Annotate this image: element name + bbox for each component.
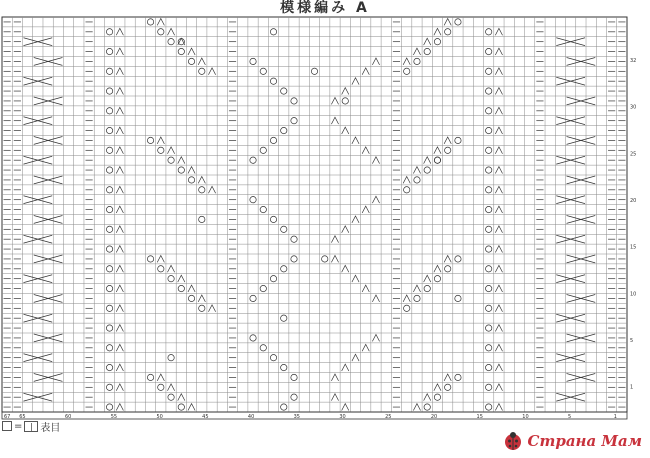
yarn-over-symbol	[178, 285, 184, 291]
yarn-over-symbol	[147, 137, 153, 143]
watermark-text: Страна Мам	[527, 432, 642, 450]
yarn-over-symbol	[434, 157, 440, 163]
decrease-symbol	[444, 255, 451, 262]
column-number-label: 67	[4, 414, 11, 420]
yarn-over-symbol	[434, 394, 440, 400]
row-number-label: 25	[630, 151, 637, 158]
decrease-symbol	[116, 28, 123, 35]
yarn-over-symbol	[188, 295, 194, 301]
yarn-over-symbol	[486, 285, 492, 291]
column-number-label: 15	[476, 414, 483, 420]
yarn-over-symbol	[291, 98, 297, 104]
yarn-over-symbol	[168, 355, 174, 361]
legend-empty-cell	[2, 421, 12, 431]
decrease-symbol	[495, 384, 502, 391]
decrease-symbol	[167, 384, 174, 391]
yarn-over-symbol	[158, 266, 164, 272]
decrease-symbol	[424, 275, 431, 282]
decrease-symbol	[167, 265, 174, 272]
yarn-over-symbol	[178, 167, 184, 173]
decrease-symbol	[495, 167, 502, 174]
decrease-symbol	[434, 147, 441, 154]
yarn-over-symbol	[199, 305, 205, 311]
yarn-over-symbol	[106, 305, 112, 311]
yarn-over-symbol	[270, 29, 276, 35]
decrease-symbol	[116, 265, 123, 272]
decrease-symbol	[342, 364, 349, 371]
yarn-over-symbol	[486, 127, 492, 133]
decrease-symbol	[352, 275, 359, 282]
column-number-label: 1	[613, 414, 617, 420]
decrease-symbol	[362, 285, 369, 292]
decrease-symbol	[495, 127, 502, 134]
decrease-symbol	[208, 186, 215, 193]
watermark	[502, 430, 642, 452]
decrease-symbol	[434, 28, 441, 35]
decrease-symbol	[331, 374, 338, 381]
decrease-symbol	[116, 246, 123, 253]
yarn-over-symbol	[260, 206, 266, 212]
yarn-over-symbol	[414, 58, 420, 64]
yarn-over-symbol	[486, 108, 492, 114]
decrease-symbol	[188, 404, 195, 411]
yarn-over-symbol	[404, 305, 410, 311]
decrease-symbol	[444, 18, 451, 25]
decrease-symbol	[413, 48, 420, 55]
yarn-over-symbol	[270, 276, 276, 282]
decrease-symbol	[372, 334, 379, 341]
yarn-over-symbol	[291, 374, 297, 380]
decrease-symbol	[167, 147, 174, 154]
decrease-symbol	[178, 275, 185, 282]
yarn-over-symbol	[455, 256, 461, 262]
decrease-symbol	[495, 206, 502, 213]
column-number-label: 30	[339, 414, 346, 420]
yarn-over-symbol	[147, 19, 153, 25]
yarn-over-symbol	[106, 266, 112, 272]
column-number-label: 10	[522, 414, 529, 420]
decrease-symbol	[362, 147, 369, 154]
yarn-over-symbol	[486, 325, 492, 331]
decrease-symbol	[198, 295, 205, 302]
decrease-symbol	[342, 226, 349, 233]
yarn-over-symbol	[486, 226, 492, 232]
decrease-symbol	[178, 394, 185, 401]
yarn-over-symbol	[158, 147, 164, 153]
decrease-symbol	[331, 97, 338, 104]
decrease-symbol	[403, 176, 410, 183]
yarn-over-symbol	[424, 167, 430, 173]
yarn-over-symbol	[260, 147, 266, 153]
yarn-over-symbol	[414, 177, 420, 183]
decrease-symbol	[495, 246, 502, 253]
yarn-over-symbol	[106, 404, 112, 410]
yarn-over-symbol	[199, 187, 205, 193]
column-number-label: 40	[247, 414, 255, 420]
decrease-symbol	[331, 236, 338, 243]
yarn-over-symbol	[270, 355, 276, 361]
yarn-over-symbol	[199, 68, 205, 74]
yarn-over-symbol	[260, 68, 266, 74]
yarn-over-symbol	[106, 147, 112, 153]
yarn-over-symbol	[158, 29, 164, 35]
decrease-symbol	[403, 295, 410, 302]
yarn-over-symbol	[106, 246, 112, 252]
decrease-symbol	[352, 354, 359, 361]
row-number-label: 20	[630, 198, 637, 204]
yarn-over-symbol	[322, 256, 328, 262]
yarn-over-symbol	[106, 68, 112, 74]
yarn-over-symbol	[188, 177, 194, 183]
yarn-over-symbol	[281, 315, 287, 321]
yarn-over-symbol	[291, 118, 297, 124]
yarn-over-symbol	[455, 374, 461, 380]
decrease-symbol	[116, 48, 123, 55]
decrease-symbol	[372, 157, 379, 164]
decrease-symbol	[444, 374, 451, 381]
yarn-over-symbol	[445, 147, 451, 153]
decrease-symbol	[495, 364, 502, 371]
decrease-symbol	[372, 196, 379, 203]
column-number-label: 25	[385, 414, 392, 420]
column-number-label: 45	[202, 414, 209, 420]
yarn-over-symbol	[106, 226, 112, 232]
decrease-symbol	[331, 117, 338, 124]
yarn-over-symbol	[486, 404, 492, 410]
column-number-label: 60	[64, 414, 72, 420]
yarn-over-symbol	[250, 295, 256, 301]
column-number-label: 50	[156, 414, 163, 420]
yarn-over-symbol	[486, 29, 492, 35]
yarn-over-symbol	[281, 364, 287, 370]
decrease-symbol	[116, 127, 123, 134]
yarn-over-symbol	[486, 68, 492, 74]
row-number-label: 5	[630, 338, 634, 344]
decrease-symbol	[116, 364, 123, 371]
decrease-symbol	[362, 68, 369, 75]
yarn-over-symbol	[260, 285, 266, 291]
legend-equals: =	[14, 420, 23, 432]
yarn-over-symbol	[106, 345, 112, 351]
decrease-symbol	[116, 206, 123, 213]
decrease-symbol	[413, 285, 420, 292]
decrease-symbol	[342, 88, 349, 95]
column-number-label: 20	[430, 414, 438, 420]
yarn-over-symbol	[445, 29, 451, 35]
yarn-over-symbol	[486, 167, 492, 173]
decrease-symbol	[116, 68, 123, 75]
yarn-over-symbol	[106, 127, 112, 133]
row-number-label: 30	[630, 104, 637, 111]
yarn-over-symbol	[270, 137, 276, 143]
yarn-over-symbol	[188, 58, 194, 64]
decrease-symbol	[157, 255, 164, 262]
decrease-symbol	[372, 295, 379, 302]
ladybug-logo-icon	[502, 430, 524, 452]
yarn-over-symbol	[486, 345, 492, 351]
chart-title: 模様編み A	[280, 0, 370, 16]
decrease-symbol	[495, 147, 502, 154]
decrease-symbol	[116, 285, 123, 292]
yarn-over-symbol	[106, 285, 112, 291]
yarn-over-symbol	[106, 167, 112, 173]
yarn-over-symbol	[342, 98, 348, 104]
yarn-over-symbol	[486, 48, 492, 54]
decrease-symbol	[157, 137, 164, 144]
decrease-symbol	[157, 374, 164, 381]
row-number-label: 10	[630, 291, 637, 298]
decrease-symbol	[372, 58, 379, 65]
yarn-over-symbol	[311, 68, 317, 74]
decrease-symbol	[116, 404, 123, 411]
yarn-over-symbol	[158, 384, 164, 390]
yarn-over-symbol	[106, 384, 112, 390]
yarn-over-symbol	[445, 266, 451, 272]
decrease-symbol	[495, 68, 502, 75]
yarn-over-symbol	[106, 206, 112, 212]
decrease-symbol	[362, 206, 369, 213]
decrease-symbol	[116, 344, 123, 351]
yarn-over-symbol	[250, 197, 256, 203]
decrease-symbol	[495, 305, 502, 312]
decrease-symbol	[444, 137, 451, 144]
decrease-symbol	[188, 285, 195, 292]
yarn-over-symbol	[404, 68, 410, 74]
yarn-over-symbol	[486, 364, 492, 370]
yarn-over-symbol	[486, 147, 492, 153]
decrease-symbol	[495, 186, 502, 193]
yarn-over-symbol	[260, 345, 266, 351]
decrease-symbol	[116, 186, 123, 193]
yarn-over-symbol	[486, 187, 492, 193]
decrease-symbol	[495, 285, 502, 292]
decrease-symbol	[495, 344, 502, 351]
yarn-over-symbol	[486, 206, 492, 212]
yarn-over-symbol	[168, 276, 174, 282]
yarn-over-symbol	[250, 58, 256, 64]
decrease-symbol	[208, 305, 215, 312]
decrease-symbol	[208, 68, 215, 75]
yarn-over-symbol	[291, 256, 297, 262]
yarn-over-symbol	[281, 266, 287, 272]
decrease-symbol	[157, 18, 164, 25]
decrease-symbol	[116, 147, 123, 154]
decrease-symbol	[116, 384, 123, 391]
row-number-label: 32	[630, 58, 637, 64]
column-number-label: 65	[19, 414, 26, 420]
yarn-over-symbol	[486, 266, 492, 272]
yarn-over-symbol	[178, 48, 184, 54]
decrease-symbol	[116, 226, 123, 233]
decrease-symbol	[198, 176, 205, 183]
yarn-over-symbol	[270, 216, 276, 222]
yarn-over-symbol	[404, 187, 410, 193]
column-number-label: 35	[293, 414, 301, 420]
yarn-over-symbol	[291, 236, 297, 242]
yarn-over-symbol	[168, 394, 174, 400]
yarn-over-symbol	[199, 216, 205, 222]
decrease-symbol	[116, 107, 123, 114]
yarn-over-symbol	[424, 48, 430, 54]
yarn-over-symbol	[486, 88, 492, 94]
yarn-over-symbol	[455, 137, 461, 143]
decrease-symbol	[352, 78, 359, 85]
yarn-over-symbol	[291, 394, 297, 400]
decrease-symbol	[424, 394, 431, 401]
yarn-over-symbol	[178, 39, 184, 45]
legend	[2, 419, 60, 433]
decrease-symbol	[178, 157, 185, 164]
decrease-symbol	[342, 404, 349, 411]
yarn-over-symbol	[434, 276, 440, 282]
yarn-over-symbol	[168, 157, 174, 163]
decrease-symbol	[413, 404, 420, 411]
decrease-symbol	[188, 48, 195, 55]
yarn-over-symbol	[424, 285, 430, 291]
number-strip	[2, 412, 627, 419]
yarn-over-symbol	[106, 325, 112, 331]
yarn-over-symbol	[106, 48, 112, 54]
decrease-symbol	[495, 265, 502, 272]
decrease-symbol	[495, 88, 502, 95]
decrease-symbol	[331, 255, 338, 262]
yarn-over-symbol	[486, 305, 492, 311]
yarn-over-symbol	[281, 404, 287, 410]
yarn-over-symbol	[486, 384, 492, 390]
decrease-symbol	[495, 325, 502, 332]
column-number-label: 5	[568, 414, 572, 420]
decrease-symbol	[495, 28, 502, 35]
decrease-symbol	[116, 88, 123, 95]
decrease-symbol	[495, 48, 502, 55]
decrease-symbol	[116, 305, 123, 312]
yarn-over-symbol	[250, 335, 256, 341]
yarn-over-symbol	[147, 256, 153, 262]
decrease-symbol	[434, 384, 441, 391]
decrease-symbol	[495, 226, 502, 233]
yarn-over-symbol	[106, 108, 112, 114]
yarn-over-symbol	[424, 404, 430, 410]
yarn-over-symbol	[486, 246, 492, 252]
decrease-symbol	[116, 167, 123, 174]
yarn-over-symbol	[250, 157, 256, 163]
decrease-symbol	[362, 344, 369, 351]
yarn-over-symbol	[106, 187, 112, 193]
decrease-symbol	[424, 38, 431, 45]
decrease-symbol	[495, 107, 502, 114]
column-number-label: 55	[110, 414, 118, 420]
legend-label: 表目	[40, 422, 61, 434]
row-number-label: 15	[630, 244, 637, 251]
decrease-symbol	[403, 58, 410, 65]
legend-symbol-cell: |	[24, 421, 38, 432]
yarn-over-symbol	[281, 226, 287, 232]
yarn-over-symbol	[281, 127, 287, 133]
decrease-symbol	[198, 58, 205, 65]
yarn-over-symbol	[270, 78, 276, 84]
yarn-over-symbol	[106, 29, 112, 35]
yarn-over-symbol	[147, 374, 153, 380]
yarn-over-symbol	[168, 39, 174, 45]
yarn-over-symbol	[281, 88, 287, 94]
decrease-symbol	[116, 325, 123, 332]
row-number-label: 1	[630, 384, 634, 391]
yarn-over-symbol	[434, 39, 440, 45]
decrease-symbol	[424, 157, 431, 164]
yarn-over-symbol	[445, 384, 451, 390]
decrease-symbol	[331, 394, 338, 401]
decrease-symbol	[188, 167, 195, 174]
decrease-symbol	[413, 167, 420, 174]
yarn-over-symbol	[414, 295, 420, 301]
decrease-symbol	[342, 265, 349, 272]
yarn-over-symbol	[455, 19, 461, 25]
decrease-symbol	[352, 216, 359, 223]
decrease-symbol	[342, 127, 349, 134]
yarn-over-symbol	[455, 295, 461, 301]
decrease-symbol	[352, 137, 359, 144]
decrease-symbol	[434, 265, 441, 272]
chart-grid	[2, 17, 627, 419]
decrease-symbol	[495, 404, 502, 411]
yarn-over-symbol	[106, 88, 112, 94]
yarn-over-symbol	[178, 404, 184, 410]
decrease-symbol	[167, 28, 174, 35]
yarn-over-symbol	[106, 364, 112, 370]
